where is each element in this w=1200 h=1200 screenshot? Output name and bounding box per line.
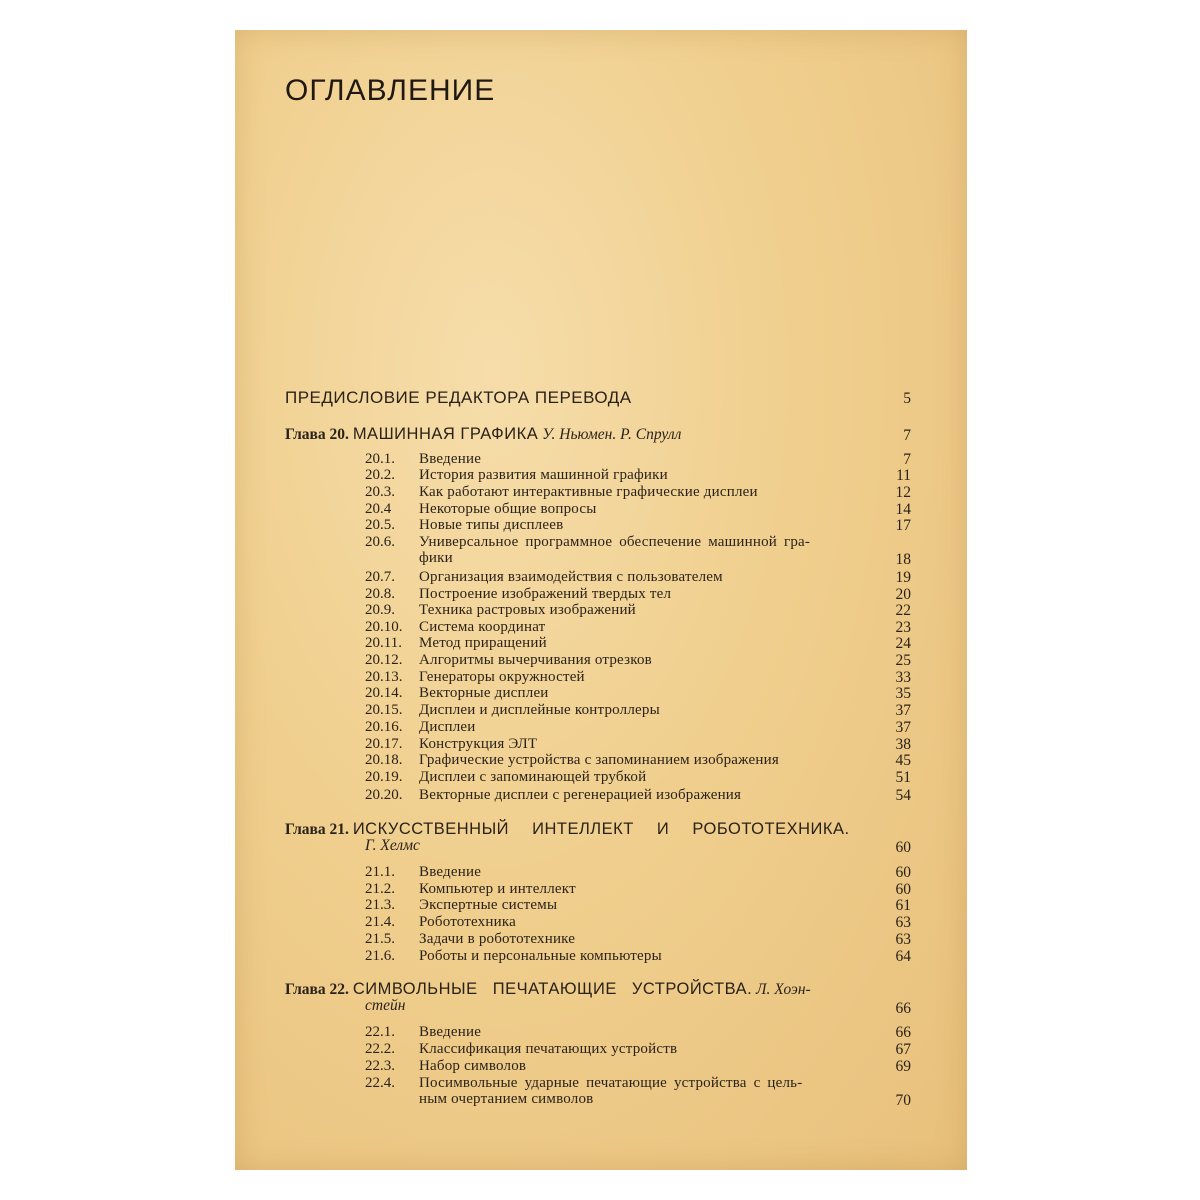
section-title: Как работают интерактивные графические дисплеи (419, 484, 758, 500)
section-title: Конструкция ЭЛТ (419, 736, 538, 752)
section-title: Построение изображений твердых тел (419, 586, 672, 602)
section-title: Векторные дисплеи с регенерацией изображения (419, 787, 742, 803)
page-title: ОГЛАВЛЕНИЕ (285, 74, 496, 107)
chapter-page-number: 60 (895, 839, 911, 856)
section-number: 20.4 (365, 501, 392, 517)
section-number: 20.12. (365, 652, 403, 668)
section-number: 20.14. (365, 685, 403, 701)
section-page-number: 69 (895, 1058, 911, 1075)
section-title: Организация взаимодействия с пользователем (419, 569, 723, 585)
chapter-author: Л. Хоэн- (756, 981, 811, 998)
section-page-number: 25 (895, 652, 911, 669)
section-number: 20.13. (365, 669, 403, 685)
section-number: 20.6. (365, 534, 395, 550)
section-title-continued: ным очертанием символов (419, 1091, 594, 1107)
chapter-author: У. Ньюмен. Р. Спрулл (542, 426, 682, 443)
section-number: 20.9. (365, 602, 395, 618)
section-page-number: 45 (895, 752, 911, 769)
section-title: Набор символов (419, 1058, 527, 1074)
section-page-number: 70 (895, 1092, 911, 1109)
section-page-number: 20 (895, 586, 911, 603)
chapter-author-continued: стейн (365, 997, 406, 1014)
section-title: История развития машинной графики (419, 467, 668, 483)
section-title: Универсальное программное обеспечение машинной гра- (419, 534, 811, 550)
section-title: Векторные дисплеи (419, 685, 549, 701)
section-number: 20.16. (365, 719, 403, 735)
section-page-number: 11 (896, 467, 911, 484)
section-title: Метод приращений (419, 635, 547, 651)
chapter-label: Глава 20. (285, 426, 349, 443)
section-number: 20.5. (365, 517, 395, 533)
section-title: Посимвольные ударные печатающие устройства с цель- (419, 1075, 803, 1091)
section-number: 21.3. (365, 897, 395, 913)
chapter-heading (285, 425, 681, 444)
section-title-continued: фики (419, 550, 453, 566)
section-number: 20.18. (365, 752, 403, 768)
section-title: Дисплеи с запоминающей трубкой (419, 769, 647, 785)
section-title: Дисплеи и дисплейные контроллеры (419, 702, 660, 718)
section-number: 20.1. (365, 451, 395, 467)
section-title: Система координат (419, 619, 546, 635)
section-page-number: 51 (895, 769, 911, 786)
section-number: 20.2. (365, 467, 395, 483)
section-page-number: 60 (895, 864, 911, 881)
section-page-number: 61 (895, 897, 911, 914)
section-title: Некоторые общие вопросы (419, 501, 597, 517)
section-number: 22.2. (365, 1041, 395, 1057)
section-number: 21.5. (365, 931, 395, 947)
section-page-number: 66 (895, 1024, 911, 1041)
section-number: 22.1. (365, 1024, 395, 1040)
section-number: 20.17. (365, 736, 403, 752)
section-number: 21.1. (365, 864, 395, 880)
chapter-label: Глава 22. (285, 981, 349, 998)
section-page-number: 67 (895, 1041, 911, 1058)
section-title: Дисплеи (419, 719, 476, 735)
section-number: 21.2. (365, 881, 395, 897)
section-page-number: 64 (895, 948, 911, 965)
section-number: 20.11. (365, 635, 402, 651)
section-page-number: 35 (895, 685, 911, 702)
section-title: Робототехника (419, 914, 516, 930)
section-page-number: 54 (895, 787, 911, 804)
section-number: 20.7. (365, 569, 395, 585)
section-number: 20.15. (365, 702, 403, 718)
chapter-title: МАШИННАЯ ГРАФИКА (352, 425, 539, 443)
chapter-author: Г. Хелмс (365, 837, 420, 854)
section-page-number: 33 (895, 669, 911, 686)
chapter-heading (285, 980, 811, 999)
section-page-number: 7 (903, 451, 911, 468)
chapter-label: Глава 21. (285, 821, 349, 838)
section-page-number: 22 (895, 602, 911, 619)
section-page-number: 17 (895, 517, 911, 534)
section-title: Алгоритмы вычерчивания отрезков (419, 652, 652, 668)
section-number: 22.3. (365, 1058, 395, 1074)
section-number: 20.8. (365, 586, 395, 602)
chapter-title: СИМВОЛЬНЫЕ ПЕЧАТАЮЩИЕ УСТРОЙСТВА. (352, 980, 753, 998)
section-title: Роботы и персональные компьютеры (419, 948, 662, 964)
chapter-page-number: 66 (895, 1000, 911, 1017)
section-title: Задачи в робототехнике (419, 931, 576, 947)
section-page-number: 12 (895, 484, 911, 501)
section-page-number: 23 (895, 619, 911, 636)
section-page-number: 18 (895, 551, 911, 568)
section-page-number: 24 (895, 635, 911, 652)
section-page-number: 38 (895, 736, 911, 753)
section-number: 20.19. (365, 769, 403, 785)
table-of-contents (235, 30, 967, 1170)
section-title: Генераторы окружностей (419, 669, 585, 685)
section-number: 22.4. (365, 1075, 395, 1091)
section-title: Новые типы дисплеев (419, 517, 564, 533)
section-page-number: 37 (895, 719, 911, 736)
section-page-number: 37 (895, 702, 911, 719)
section-title: Графические устройства с запоминанием изображения (419, 752, 779, 768)
section-number: 20.3. (365, 484, 395, 500)
section-title: Введение (419, 1024, 482, 1040)
preface-page-number: 5 (903, 390, 911, 407)
section-page-number: 63 (895, 914, 911, 931)
section-title: Введение (419, 864, 482, 880)
section-number: 21.6. (365, 948, 395, 964)
section-title: Экспертные системы (419, 897, 558, 913)
section-title: Компьютер и интеллект (419, 881, 576, 897)
chapter-page-number: 7 (903, 427, 911, 444)
section-page-number: 19 (895, 569, 911, 586)
book-page (235, 30, 967, 1170)
chapter-title: ИСКУССТВЕННЫЙ ИНТЕЛЛЕКТ И РОБОТОТЕХНИКА. (352, 820, 850, 838)
section-page-number: 14 (895, 501, 911, 518)
section-page-number: 60 (895, 881, 911, 898)
section-page-number: 63 (895, 931, 911, 948)
section-number: 20.20. (365, 787, 403, 803)
section-number: 20.10. (365, 619, 403, 635)
section-number: 21.4. (365, 914, 395, 930)
section-title: Классификация печатающих устройств (419, 1041, 678, 1057)
preface-title: ПРЕДИСЛОВИЕ РЕДАКТОРА ПЕРЕВОДА (285, 388, 632, 407)
section-title: Техника растровых изображений (419, 602, 636, 618)
section-title: Введение (419, 451, 482, 467)
